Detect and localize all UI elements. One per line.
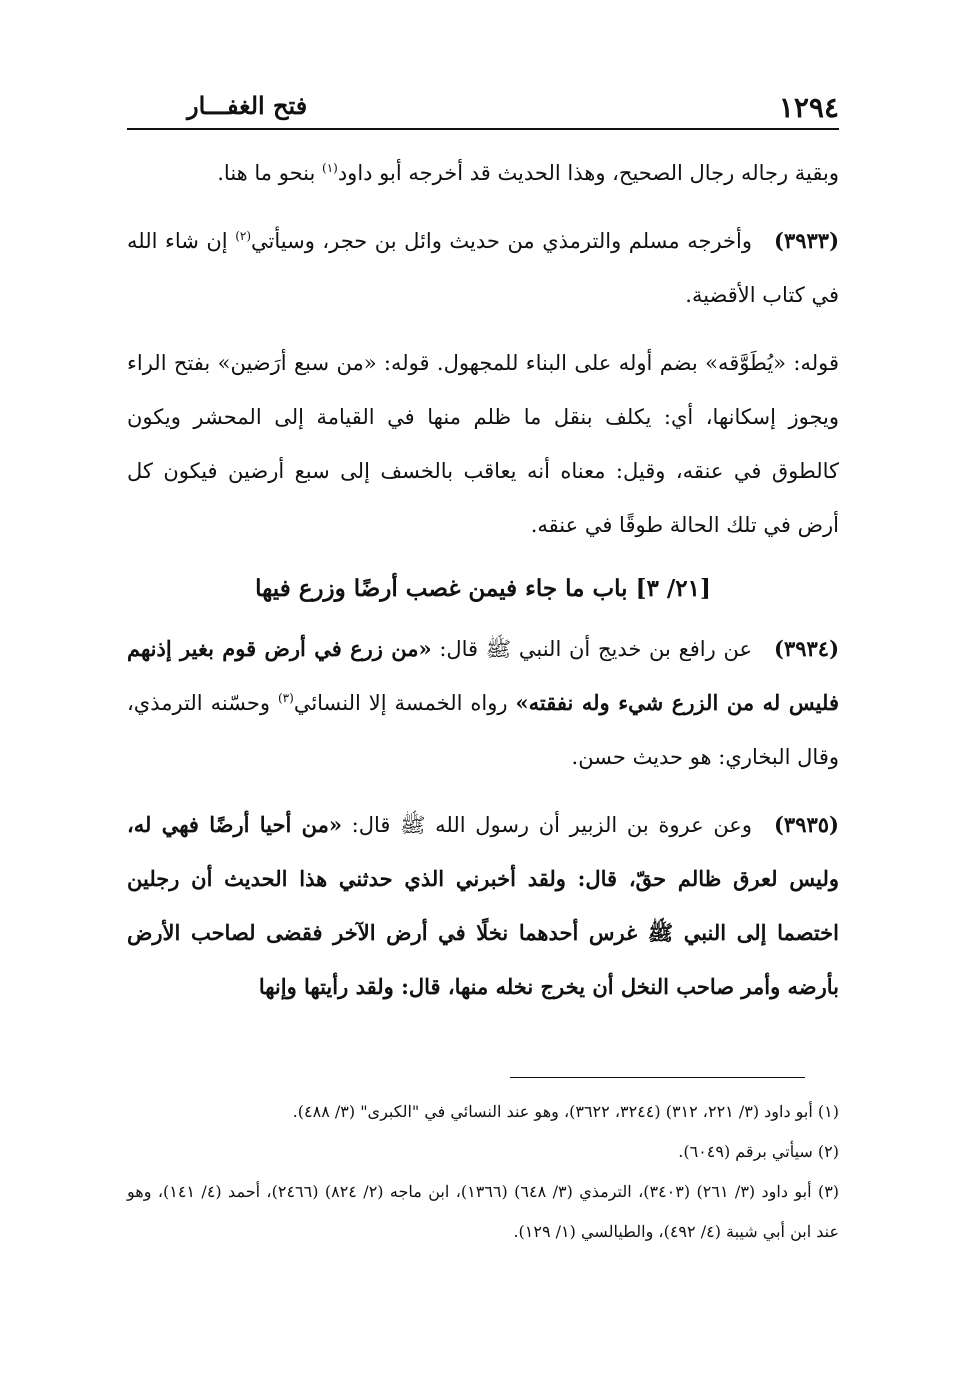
paragraph-3935 bbox=[127, 798, 839, 1014]
hadith-quote-3934: «من زرع في أرض قوم بغير إذنهم فليس له من الزرع شيء وله نفقته» bbox=[127, 636, 840, 715]
paragraph-1-text-a: وبقية رجاله رجال الصحيح، وهذا الحديث قد أخرجه أبو داود bbox=[337, 161, 839, 185]
main-text bbox=[127, 146, 839, 1014]
footnote-ref-2: (٢) bbox=[235, 229, 252, 243]
spacer bbox=[127, 200, 839, 214]
hadith-number-3935: (٣٩٣٥) bbox=[773, 812, 839, 837]
paragraph-3934-text-a: عن رافع بن خديج أن النبي ﷺ قال: bbox=[431, 637, 752, 661]
footnote-2: (٢) سيأتي برقم (٦٠٤٩). bbox=[678, 1142, 839, 1161]
hadith-number-3934: (٣٩٣٤) bbox=[774, 636, 839, 661]
footnote-1: (١) أبو داود (٣/ ٢٢١، ٣١٢) (٣٢٤٤، ٣٦٢٢)، وهو عند النسائي في "الكبرى" (٣/ ٤٨٨). bbox=[292, 1102, 839, 1121]
page-header bbox=[127, 80, 839, 130]
paragraph-3933-text-b: إن شاء الله في كتاب الأقضية. bbox=[127, 229, 839, 307]
footnote-divider bbox=[510, 1077, 805, 1078]
paragraph-3934-text-c: وحسّنه الترمذي، وقال البخاري: هو حديث حسن. bbox=[127, 691, 839, 769]
chapter-title: [٢١/ ٣] باب ما جاء فيمن غصب أرضًا وزرع فيها bbox=[255, 575, 711, 602]
paragraph-1-text-b: بنحو ما هنا. bbox=[217, 161, 322, 185]
hadith-quote-3935: «من أحيا أرضًا فهي له، وليس لعرق ظالم حقّ، قال: ولقد أخبرني الذي حدثني هذا الحديث أن رجلين اختصما إلى النبي ﷺ غرس أحدهما نخلًا في أرض الآخر فقضى لصاحب الأرض بأرضه وأمر صاحب النخل أن يخرج نخله منها، قال: ولقد رأيتها وإنها bbox=[127, 812, 839, 999]
spacer bbox=[127, 322, 839, 336]
paragraph-3935-text-a: وعن عروة بن الزبير أن رسول الله ﷺ قال: bbox=[341, 813, 752, 837]
spacer bbox=[127, 784, 839, 798]
footnote-ref-3: (٣) bbox=[277, 691, 294, 705]
page-number: ١٢٩٤ bbox=[778, 91, 839, 124]
paragraph-3934 bbox=[127, 622, 839, 784]
footnote-ref-1: (١) bbox=[322, 161, 338, 175]
paragraph-3934-text-b: رواه الخمسة إلا النسائي bbox=[293, 691, 516, 715]
running-title: فتح الغفـــار bbox=[187, 91, 308, 120]
paragraph-3933-text-a: وأخرجه مسلم والترمذي من حديث وائل بن حجر، وسيأتي bbox=[251, 229, 752, 253]
footnotes bbox=[127, 1092, 839, 1252]
paragraph-3933 bbox=[127, 214, 839, 322]
paragraph-1 bbox=[127, 146, 839, 200]
commentary-paragraph: قوله: «يُطَوَّقه» بضم أوله على البناء للمجهول. قوله: «من سبع أرَضين» بفتح الراء ويجوز إسكانها، أي: يكلف بنقل ما ظلم منها في القيامة إلى المحشر ويكون كالطوق في عنقه، وقيل: معناه أنه يعاقب بالخسف إلى سبع أرضين فيكون كل أرض في تلك الحالة طوقًا في عنقه. bbox=[127, 351, 839, 537]
footnote-3: (٣) أبو داود (٣/ ٢٦١) (٣٤٠٣)، الترمذي (٣/ ٦٤٨) (١٣٦٦)، ابن ماجه (٢/ ٨٢٤) (٢٤٦٦)، أحمد (٤/ ١٤١)، وهو عند ابن أبي شيبة (٤/ ٤٩٢)، والطيالسي (١/ ١٢٩). bbox=[127, 1182, 840, 1241]
hadith-number-3933: (٣٩٣٣) bbox=[774, 228, 839, 253]
